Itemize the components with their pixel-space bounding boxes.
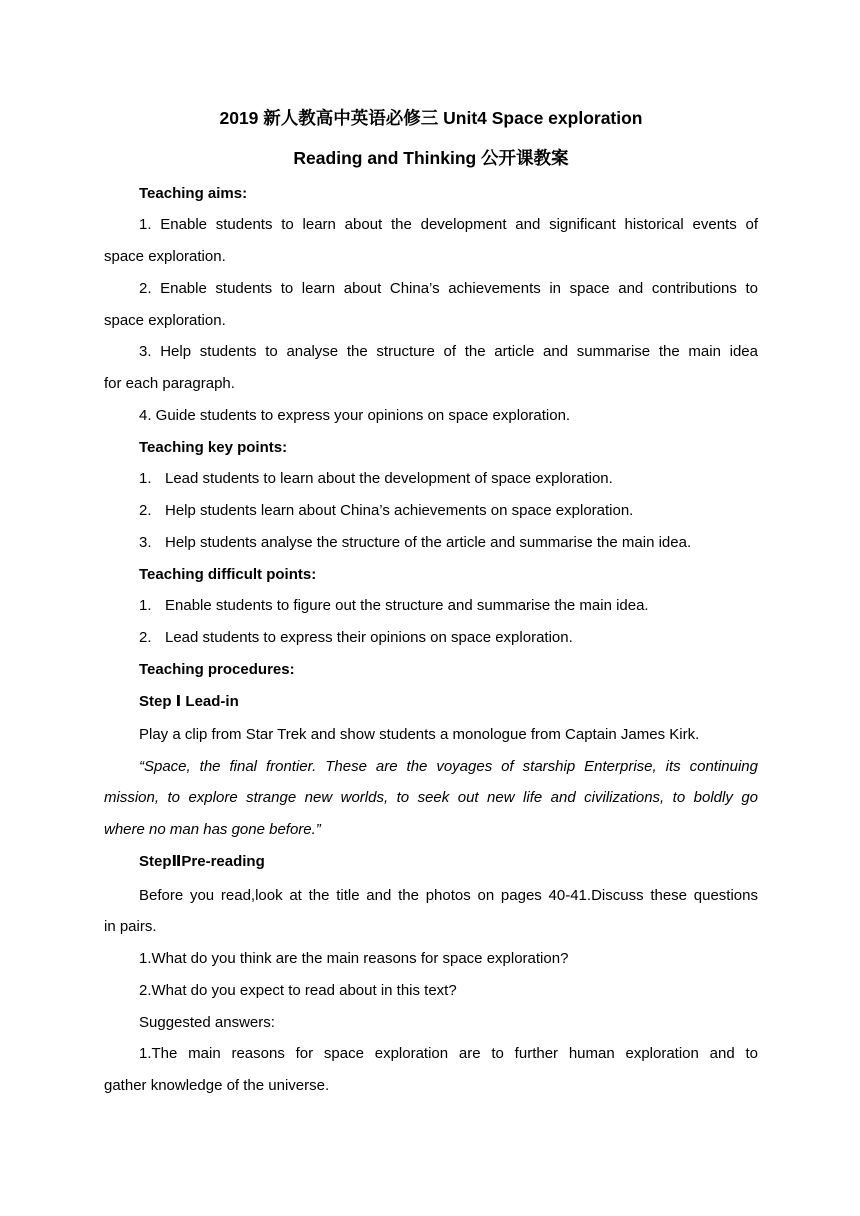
quote-line-3: where no man has gone before.” [104,821,321,838]
difficult-point-1-text: Enable students to figure out the structure and summarise the main idea. [165,597,649,614]
key-point-1-number: 1. [139,470,152,487]
aim-1-line-2: space exploration. [104,248,226,265]
teaching-aims-heading: Teaching aims: [139,185,248,202]
key-point-3-number: 3. [139,534,152,551]
step-2-intro-line-2: in pairs. [104,918,157,935]
step-2-intro-line-1: Before you read,look at the title and the photos on pages 40-41.Discuss these questions [139,887,758,904]
quote-line-2: mission, to explore strange new worlds, to seek out new life and civilizations, to boldly go [104,789,758,806]
aim-2-line-1: 2. Enable students to learn about China’s achievements in space and contributions to [139,280,758,297]
question-2: 2.What do you expect to read about in this text? [139,982,457,999]
difficult-point-1-number: 1. [139,597,152,614]
aim-1-line-1: 1. Enable students to learn about the development and significant historical events of [139,216,758,233]
answer-1-line-1: 1.The main reasons for space exploration are to further human exploration and to [139,1045,758,1062]
quote-line-1: “Space, the final frontier. These are the voyages of starship Enterprise, its continuing [139,758,758,775]
key-point-3-text: Help students analyse the structure of the article and summarise the main idea. [165,534,692,551]
key-point-1-text: Lead students to learn about the development of space exploration. [165,470,613,487]
key-point-1 [139,469,613,489]
difficult-points-heading: Teaching difficult points: [139,566,317,583]
step-1-text: Play a clip from Star Trek and show students a monologue from Captain James Kirk. [139,726,700,743]
difficult-point-2-text: Lead students to express their opinions on space exploration. [165,629,573,646]
difficult-point-2-number: 2. [139,629,152,646]
aim-4-line-1: 4. Guide students to express your opinions on space exploration. [139,407,571,424]
difficult-point-2 [139,628,573,648]
step-1-heading: Step Ⅰ Lead-in [139,693,239,710]
key-point-2 [139,501,633,521]
key-point-3 [139,533,691,553]
key-point-2-text: Help students learn about China’s achievements on space exploration. [165,502,634,519]
question-1: 1.What do you think are the main reasons for space exploration? [139,950,569,967]
aim-3-line-2: for each paragraph. [104,375,235,392]
document-title-line-2: Reading and Thinking 公开课教案 [293,148,569,168]
aim-2-line-2: space exploration. [104,312,226,329]
step-2-heading: StepⅡPre-reading [139,853,265,870]
answer-1-line-2: gather knowledge of the universe. [104,1077,330,1094]
key-point-2-number: 2. [139,502,152,519]
document-title-line-1: 2019 新人教高中英语必修三 Unit4 Space exploration [219,108,643,128]
aim-3-line-1: 3. Help students to analyse the structure of the article and summarise the main idea [139,343,758,360]
difficult-point-1 [139,596,649,616]
procedures-heading: Teaching procedures: [139,661,295,678]
suggested-answers-label: Suggested answers: [139,1014,275,1031]
key-points-heading: Teaching key points: [139,439,288,456]
